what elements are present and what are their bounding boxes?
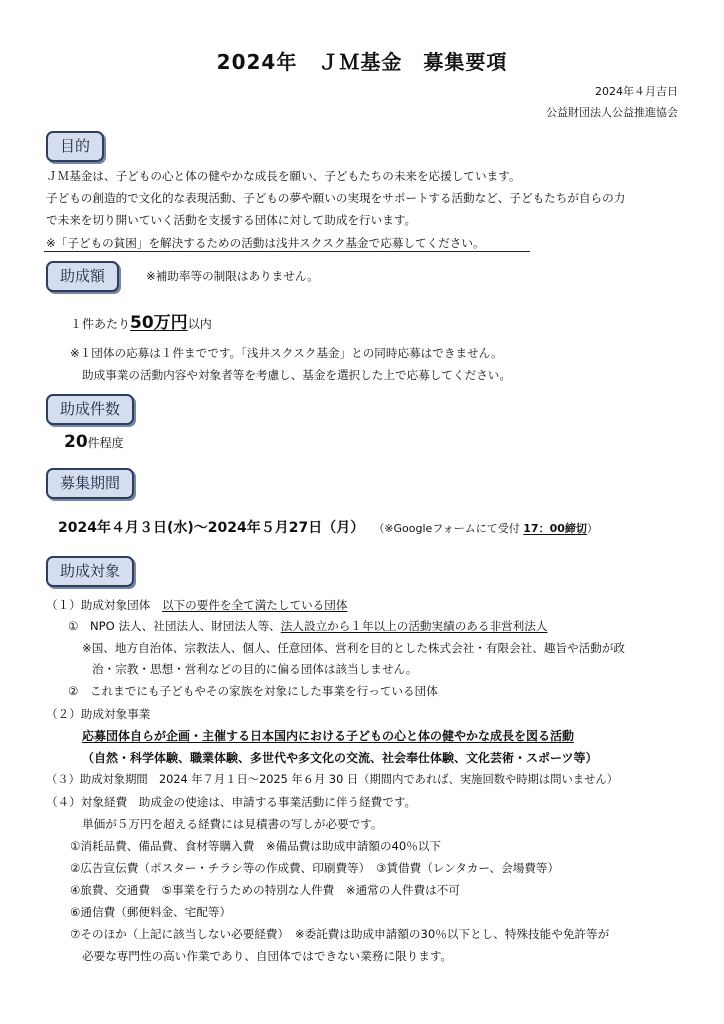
page-title: 2024年 ＪＭ基金 募集要項	[216, 50, 508, 74]
target-item-4: （４）対象経費 助成金の使途は、申請する事業活動に伴う経費です。	[46, 795, 417, 809]
amount-note: ※補助率等の制限はありません。	[146, 269, 319, 283]
organization-name: 公益財団法人公益推進協会	[546, 106, 678, 119]
section-heading-amount: 助成額	[46, 261, 119, 292]
section-heading-period: 募集期間	[46, 468, 134, 499]
target-item-2-line-2: （自然・科学体験、職業体験、多世代や多文化の交流、社会奉仕体験、文化芸術・スポーツ等）	[82, 751, 598, 765]
issue-date: 2024年４月吉日	[595, 85, 678, 98]
purpose-line-1: ＪＭ基金は、子どもの心と体の健やかな成長を願い、子どもたちの未来を応援しています。	[46, 169, 521, 183]
amount-value: 50万円	[130, 313, 188, 333]
target-item-1-sub-2: ② これまでにも子どもやその家族を対象にした事業を行っている団体	[68, 684, 438, 698]
target-item-1: （１）助成対象団体 以下の要件を全て満たしている団体	[46, 598, 348, 612]
amount-note-1: ※１団体の応募は１件までです。「浅井スクスク基金」との同時応募はできません。	[70, 346, 503, 360]
target-item-3: （３）助成対象期間 2024 年７月１日～2025 年６月 30 日（期間内であれば、実施回数や時期は問いません）	[46, 773, 619, 786]
amount-suffix: 以内	[187, 317, 212, 331]
purpose-line-2: 子どもの創造的で文化的な表現活動、子どもの夢や願いの実現をサポートする活動など、子どもたちが自らの力	[46, 191, 626, 205]
amount-note-2: 助成事業の活動内容や対象者等を考慮し、基金を選択した上で応募してください。	[82, 368, 511, 382]
section-heading-purpose: 目的	[46, 131, 104, 162]
expense-item-3: ④旅費、交通費 ⑤事業を行うための特別な人件費 ※通常の人件費は不可	[70, 883, 460, 897]
expense-item-4: ⑥通信費（郵便料金、宅配等）	[70, 905, 232, 919]
expense-item-5: ⑦そのほか（上記に該当しない必要経費） ※委託費は助成申請額の30％以下とし、特殊技能や免許等が	[70, 927, 610, 941]
section-heading-target: 助成対象	[46, 556, 134, 587]
purpose-line-4: ※「子どもの貧困」を解決するための活動は浅井スクスク基金で応募してください。	[46, 236, 485, 250]
count-line	[64, 432, 124, 452]
amount-prefix: １件あたり	[70, 317, 131, 331]
expense-item-1: ①消耗品費、備品費、食材等購入費 ※備品費は助成申請額の40％以下	[70, 839, 442, 853]
expense-item-5-cont: 必要な専門性の高い作業であり、自団体ではできない業務に限ります。	[82, 949, 453, 963]
target-item-2-line-1: 応募団体自らが企画・主催する日本国内における子どもの心と体の健やかな成長を図る活動	[82, 729, 575, 743]
purpose-line-3: で未来を切り開いていく活動を支援する団体に対して助成を行います。	[46, 213, 417, 227]
amount-line	[70, 308, 212, 333]
target-item-2: （２）助成対象事業	[46, 707, 151, 721]
target-item-4-line-2: 単価が５万円を超える経費には見積書の写しが必要です。	[82, 817, 383, 831]
target-item-1-note-1: ※国、地方自治体、宗教法人、個人、任意団体、営利を目的とした株式会社・有限会社、趣旨や活動が政	[82, 641, 626, 655]
target-item-1-sub-1: ① NPO 法人、社団法人、財団法人等、法人設立から１年以上の活動実績のある非営利法人	[68, 619, 548, 633]
period-note: （※Googleフォームにて受付 17：00締切）	[373, 522, 598, 535]
count-suffix: 件程度	[87, 436, 124, 450]
period-range: 2024年４月３日(水)～2024年５月27日（月）	[58, 520, 365, 536]
count-value: 20	[64, 432, 88, 452]
period-deadline: 17：00締切	[523, 522, 587, 535]
section-heading-count: 助成件数	[46, 394, 134, 425]
expense-item-2: ②広告宣伝費（ポスター・チラシ等の作成費、印刷費等） ③賃借費（レンタカー、会場費等）	[70, 861, 560, 875]
period-line	[58, 517, 598, 537]
target-item-1-note-2: 治・宗教・思想・営利などの目的に偏る団体は該当しません。	[92, 662, 418, 676]
purpose-underline	[44, 251, 530, 252]
